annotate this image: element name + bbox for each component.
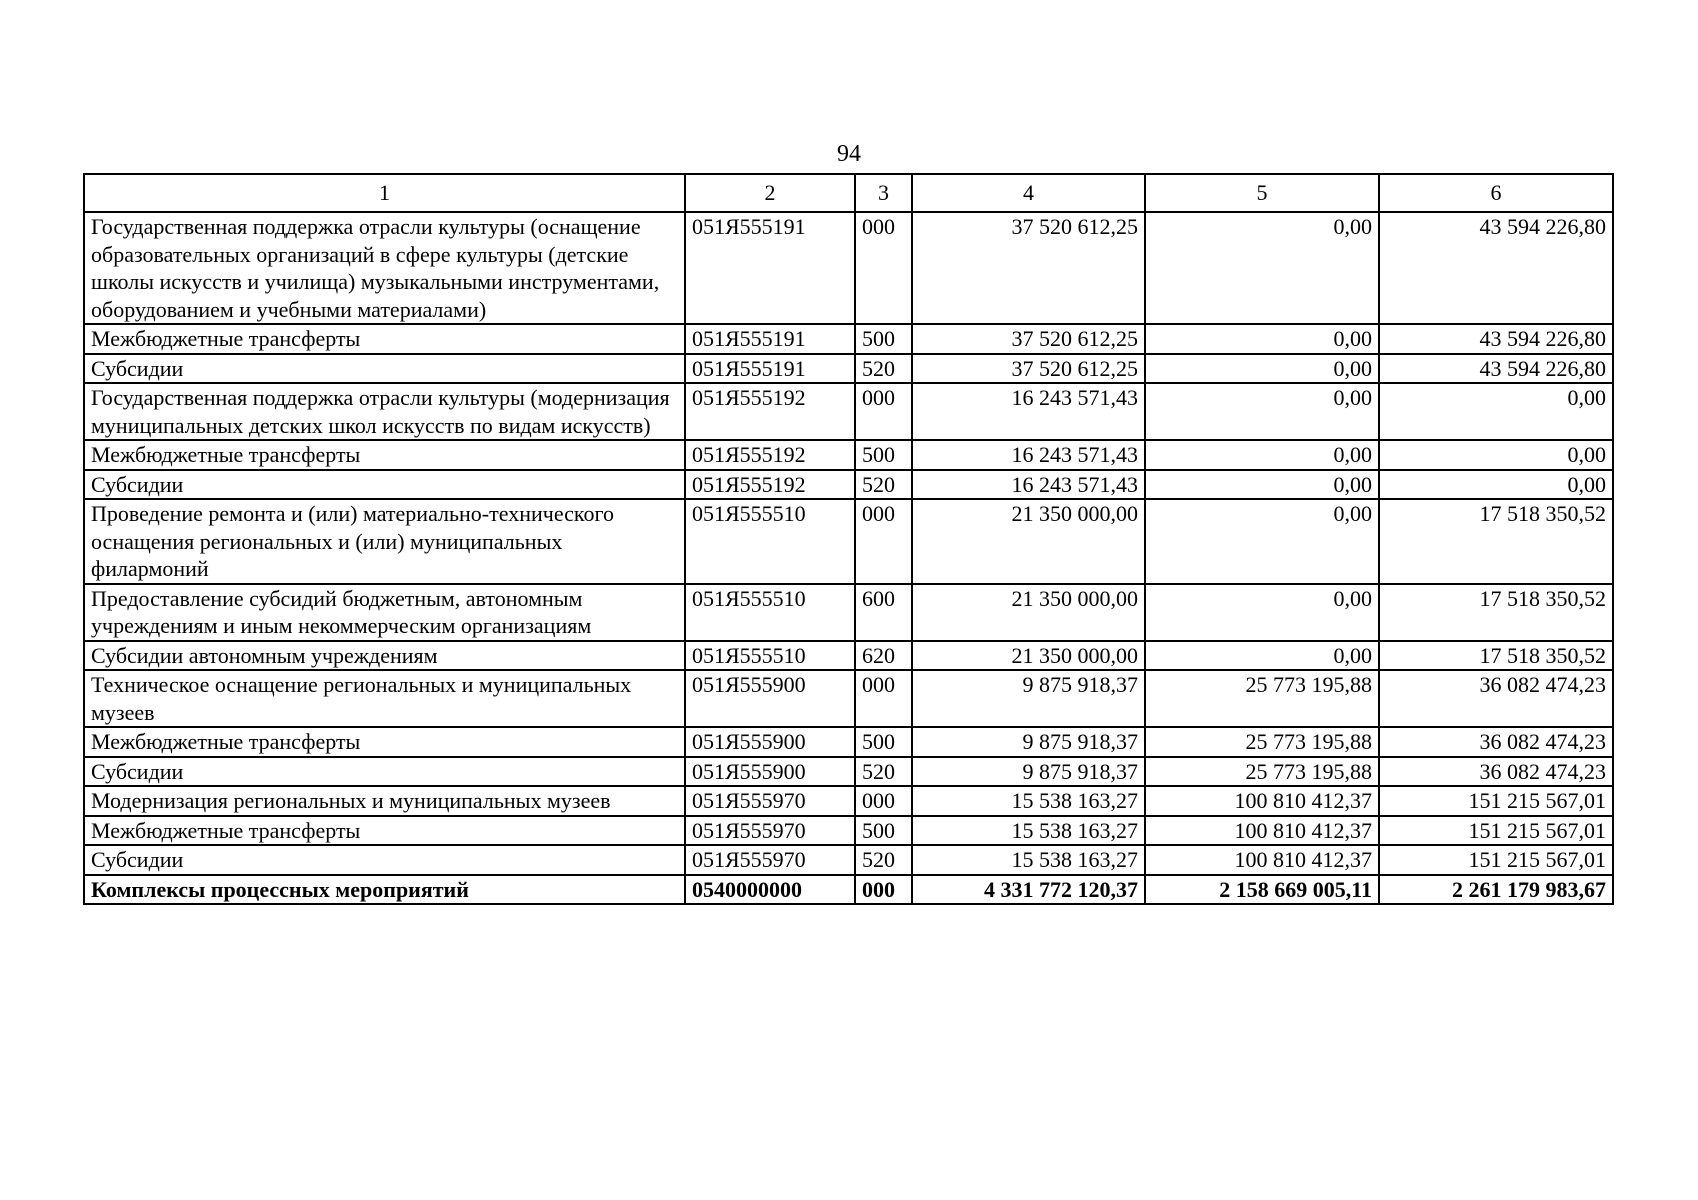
row-amount-col6: 17 518 350,52 (1379, 584, 1613, 641)
row-amount-col6: 0,00 (1379, 440, 1613, 470)
row-expense-type: 520 (855, 845, 912, 875)
row-amount-col5: 25 773 195,88 (1145, 727, 1379, 757)
row-amount-col6: 43 594 226,80 (1379, 324, 1613, 354)
row-amount-col6: 43 594 226,80 (1379, 354, 1613, 384)
row-code: 051Я555900 (685, 727, 855, 757)
row-name: Техническое оснащение региональных и муниципальных музеев (84, 670, 685, 727)
row-amount-col4: 4 331 772 120,37 (912, 875, 1145, 905)
row-amount-col5: 100 810 412,37 (1145, 816, 1379, 846)
row-amount-col5: 0,00 (1145, 440, 1379, 470)
table-row (84, 670, 1613, 727)
row-expense-type: 500 (855, 816, 912, 846)
table-row (84, 354, 1613, 384)
column-number-row (84, 174, 1613, 212)
table-row (84, 383, 1613, 440)
row-expense-type: 000 (855, 670, 912, 727)
table-row (84, 641, 1613, 671)
row-expense-type: 600 (855, 584, 912, 641)
row-code: 051Я555900 (685, 670, 855, 727)
row-code: 051Я555510 (685, 584, 855, 641)
row-amount-col4: 15 538 163,27 (912, 816, 1145, 846)
row-amount-col5: 0,00 (1145, 383, 1379, 440)
page-number: 94 (837, 141, 861, 167)
row-amount-col4: 37 520 612,25 (912, 212, 1145, 324)
row-expense-type: 520 (855, 757, 912, 787)
row-name: Межбюджетные трансферты (84, 816, 685, 846)
table-row (84, 845, 1613, 875)
row-name: Проведение ремонта и (или) материально-технического оснащения региональных и (или) муниципальных филармоний (84, 499, 685, 584)
column-number: 6 (1379, 174, 1613, 212)
row-code: 0540000000 (685, 875, 855, 905)
row-amount-col6: 151 215 567,01 (1379, 786, 1613, 816)
table-row (84, 727, 1613, 757)
row-amount-col6: 151 215 567,01 (1379, 845, 1613, 875)
row-amount-col6: 36 082 474,23 (1379, 757, 1613, 787)
row-amount-col5: 25 773 195,88 (1145, 670, 1379, 727)
column-number: 3 (855, 174, 912, 212)
row-code: 051Я555900 (685, 757, 855, 787)
total-row (84, 875, 1613, 905)
row-code: 051Я555970 (685, 786, 855, 816)
column-number: 2 (685, 174, 855, 212)
table-row (84, 499, 1613, 584)
row-amount-col6: 36 082 474,23 (1379, 727, 1613, 757)
row-amount-col6: 17 518 350,52 (1379, 499, 1613, 584)
row-expense-type: 620 (855, 641, 912, 671)
row-name: Межбюджетные трансферты (84, 440, 685, 470)
row-name: Государственная поддержка отрасли культуры (оснащение образовательных организаций в сфере культуры (детские школы искусств и училища) музыкальными инструментами, оборудованием и учебными материалами) (84, 212, 685, 324)
table-row (84, 757, 1613, 787)
row-name: Межбюджетные трансферты (84, 727, 685, 757)
row-expense-type: 000 (855, 499, 912, 584)
row-expense-type: 500 (855, 324, 912, 354)
row-amount-col6: 0,00 (1379, 383, 1613, 440)
row-code: 051Я555191 (685, 354, 855, 384)
row-expense-type: 500 (855, 727, 912, 757)
row-code: 051Я555192 (685, 440, 855, 470)
row-code: 051Я555191 (685, 324, 855, 354)
row-amount-col5: 0,00 (1145, 212, 1379, 324)
row-name: Комплексы процессных мероприятий (84, 875, 685, 905)
table-row (84, 786, 1613, 816)
row-name: Модернизация региональных и муниципальных музеев (84, 786, 685, 816)
table-row (84, 584, 1613, 641)
row-code: 051Я555970 (685, 845, 855, 875)
row-name: Субсидии (84, 354, 685, 384)
row-expense-type: 000 (855, 383, 912, 440)
row-name: Межбюджетные трансферты (84, 324, 685, 354)
row-code: 051Я555970 (685, 816, 855, 846)
row-amount-col5: 100 810 412,37 (1145, 845, 1379, 875)
column-number: 5 (1145, 174, 1379, 212)
row-amount-col5: 0,00 (1145, 354, 1379, 384)
row-amount-col4: 9 875 918,37 (912, 757, 1145, 787)
row-amount-col4: 15 538 163,27 (912, 786, 1145, 816)
row-amount-col4: 16 243 571,43 (912, 470, 1145, 500)
row-amount-col4: 37 520 612,25 (912, 324, 1145, 354)
row-amount-col4: 21 350 000,00 (912, 641, 1145, 671)
row-amount-col5: 0,00 (1145, 470, 1379, 500)
row-code: 051Я555192 (685, 470, 855, 500)
row-expense-type: 000 (855, 875, 912, 905)
row-amount-col5: 0,00 (1145, 324, 1379, 354)
row-amount-col4: 16 243 571,43 (912, 440, 1145, 470)
row-amount-col4: 15 538 163,27 (912, 845, 1145, 875)
row-amount-col5: 0,00 (1145, 641, 1379, 671)
row-name: Субсидии (84, 845, 685, 875)
row-amount-col6: 151 215 567,01 (1379, 816, 1613, 846)
table-row (84, 324, 1613, 354)
row-code: 051Я555192 (685, 383, 855, 440)
row-name: Субсидии (84, 757, 685, 787)
row-amount-col5: 0,00 (1145, 584, 1379, 641)
row-amount-col4: 21 350 000,00 (912, 499, 1145, 584)
table-row (84, 440, 1613, 470)
row-expense-type: 000 (855, 212, 912, 324)
table-row (84, 212, 1613, 324)
table-row (84, 816, 1613, 846)
row-amount-col4: 16 243 571,43 (912, 383, 1145, 440)
row-amount-col5: 2 158 669 005,11 (1145, 875, 1379, 905)
row-amount-col4: 21 350 000,00 (912, 584, 1145, 641)
row-code: 051Я555510 (685, 641, 855, 671)
row-amount-col4: 9 875 918,37 (912, 670, 1145, 727)
row-amount-col6: 36 082 474,23 (1379, 670, 1613, 727)
row-expense-type: 520 (855, 354, 912, 384)
row-amount-col5: 0,00 (1145, 499, 1379, 584)
budget-table (83, 173, 1614, 905)
column-number: 1 (84, 174, 685, 212)
row-amount-col4: 37 520 612,25 (912, 354, 1145, 384)
row-name: Субсидии автономным учреждениям (84, 641, 685, 671)
row-amount-col6: 0,00 (1379, 470, 1613, 500)
column-number: 4 (912, 174, 1145, 212)
row-code: 051Я555191 (685, 212, 855, 324)
row-name: Предоставление субсидий бюджетным, автономным учреждениям и иным некоммерческим организациям (84, 584, 685, 641)
row-name: Субсидии (84, 470, 685, 500)
row-amount-col5: 25 773 195,88 (1145, 757, 1379, 787)
row-expense-type: 500 (855, 440, 912, 470)
row-amount-col6: 43 594 226,80 (1379, 212, 1613, 324)
row-amount-col5: 100 810 412,37 (1145, 786, 1379, 816)
row-amount-col6: 2 261 179 983,67 (1379, 875, 1613, 905)
row-amount-col6: 17 518 350,52 (1379, 641, 1613, 671)
row-amount-col4: 9 875 918,37 (912, 727, 1145, 757)
row-expense-type: 000 (855, 786, 912, 816)
table-row (84, 470, 1613, 500)
row-code: 051Я555510 (685, 499, 855, 584)
row-expense-type: 520 (855, 470, 912, 500)
row-name: Государственная поддержка отрасли культуры (модернизация муниципальных детских школ искусств по видам искусств) (84, 383, 685, 440)
